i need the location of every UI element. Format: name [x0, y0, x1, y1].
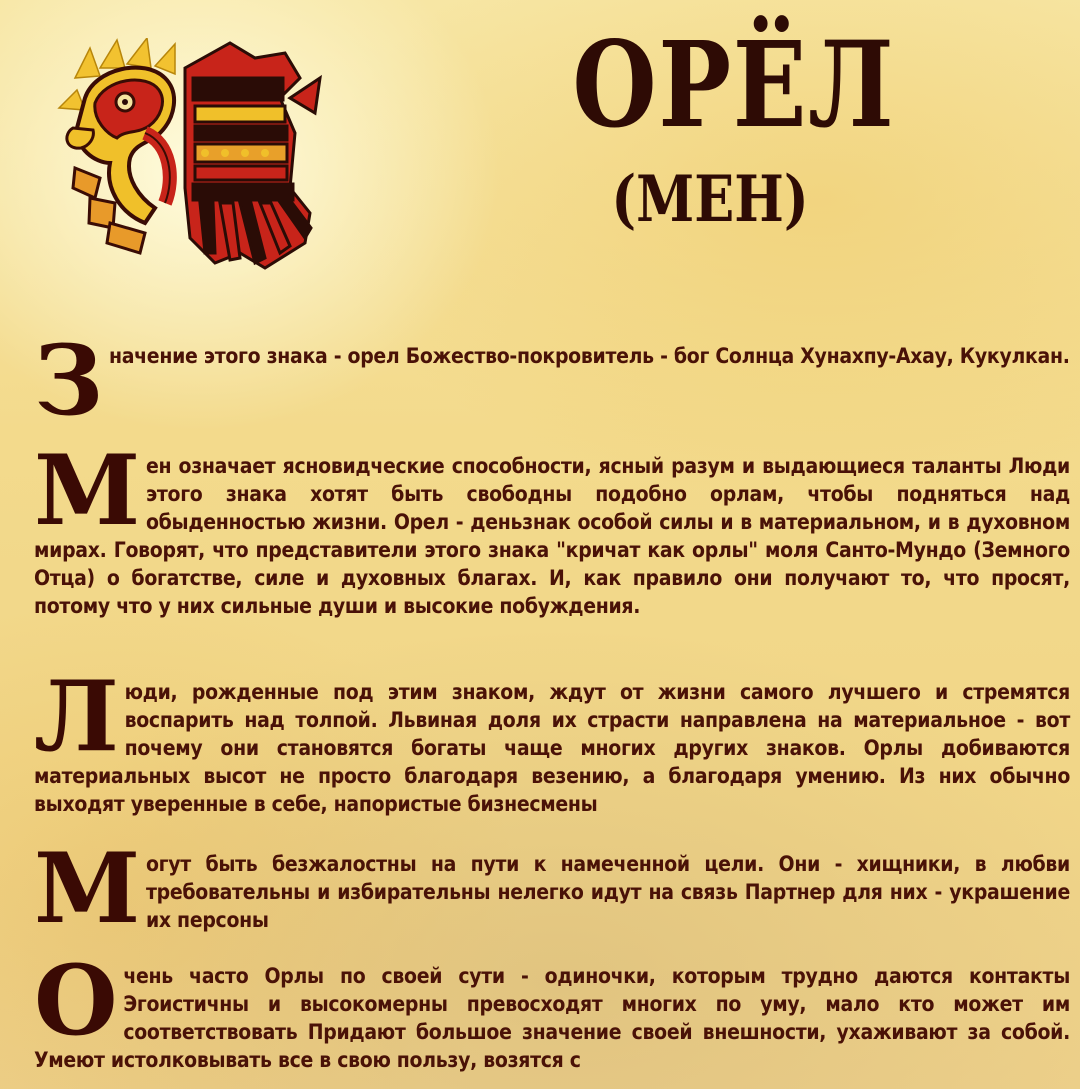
paragraph-character [34, 962, 1070, 1077]
paragraph-text: чень часто Орлы по своей сути - одиночки, которым трудно даются контакты Эгоистичны и высокомерны превосходят многих по уму, мало кто может им соответствовать Придают большое значение своей внешности, ухаживают за собой. Умеют истолковывать все в свою пользу, возятся с [34, 964, 1070, 1072]
drop-cap: З [34, 324, 103, 437]
drop-cap: М [34, 832, 140, 945]
paragraph-text: огут быть безжалостны на пути к намеченной цели. Они - хищники, в любви требовательны и избирательны нелегко идут на связь Партнер для них - украшение их персоны [145, 852, 1070, 932]
drop-cap: М [34, 434, 140, 547]
page-subtitle: (МЕН) [611, 162, 809, 237]
paragraph-text: ен означает ясновидческие способности, ясный разум и выдающиеся таланты Люди этого знака хотят быть свободны подобно орлам, чтобы подняться над обыденностью жизни. Орел - деньзнак особой силы и в материальном, и в духовном мирах. Говорят, что представители этого знака "кричат как орлы" моля Санто-Мундо (Земного Отца) о богатстве, силе и духовных благах. И, как правило они получают то, что просят, потому что у них сильные души и высокие побуждения. [34, 454, 1070, 618]
paragraph-goals [34, 832, 1070, 945]
paragraph-meaning [34, 324, 1070, 437]
paragraph-abilities [34, 434, 1070, 620]
paragraph-people [34, 660, 1070, 818]
page-title: ОРЁЛ [572, 15, 896, 154]
drop-cap: Л [34, 660, 119, 773]
eagle-glyph-icon [55, 38, 325, 273]
drop-cap: О [34, 962, 118, 1057]
paragraph-text: юди, рожденные под этим знаком, ждут от жизни самого лучшего и стремятся воспарить над толпой. Львиная доля их страсти направлена на материальное - вот почему они становятся богаты чаще многих других знаков. Орлы добиваются материальных высот не просто благодаря везению, а благодаря умению. Из них обычно выходят уверенные в себе, напористые бизнесмены [34, 680, 1070, 816]
paragraph-text: начение этого знака - орел Божество-покровитель - бог Солнца Хунахпу-Ахау, Кукулкан. [108, 344, 1070, 368]
